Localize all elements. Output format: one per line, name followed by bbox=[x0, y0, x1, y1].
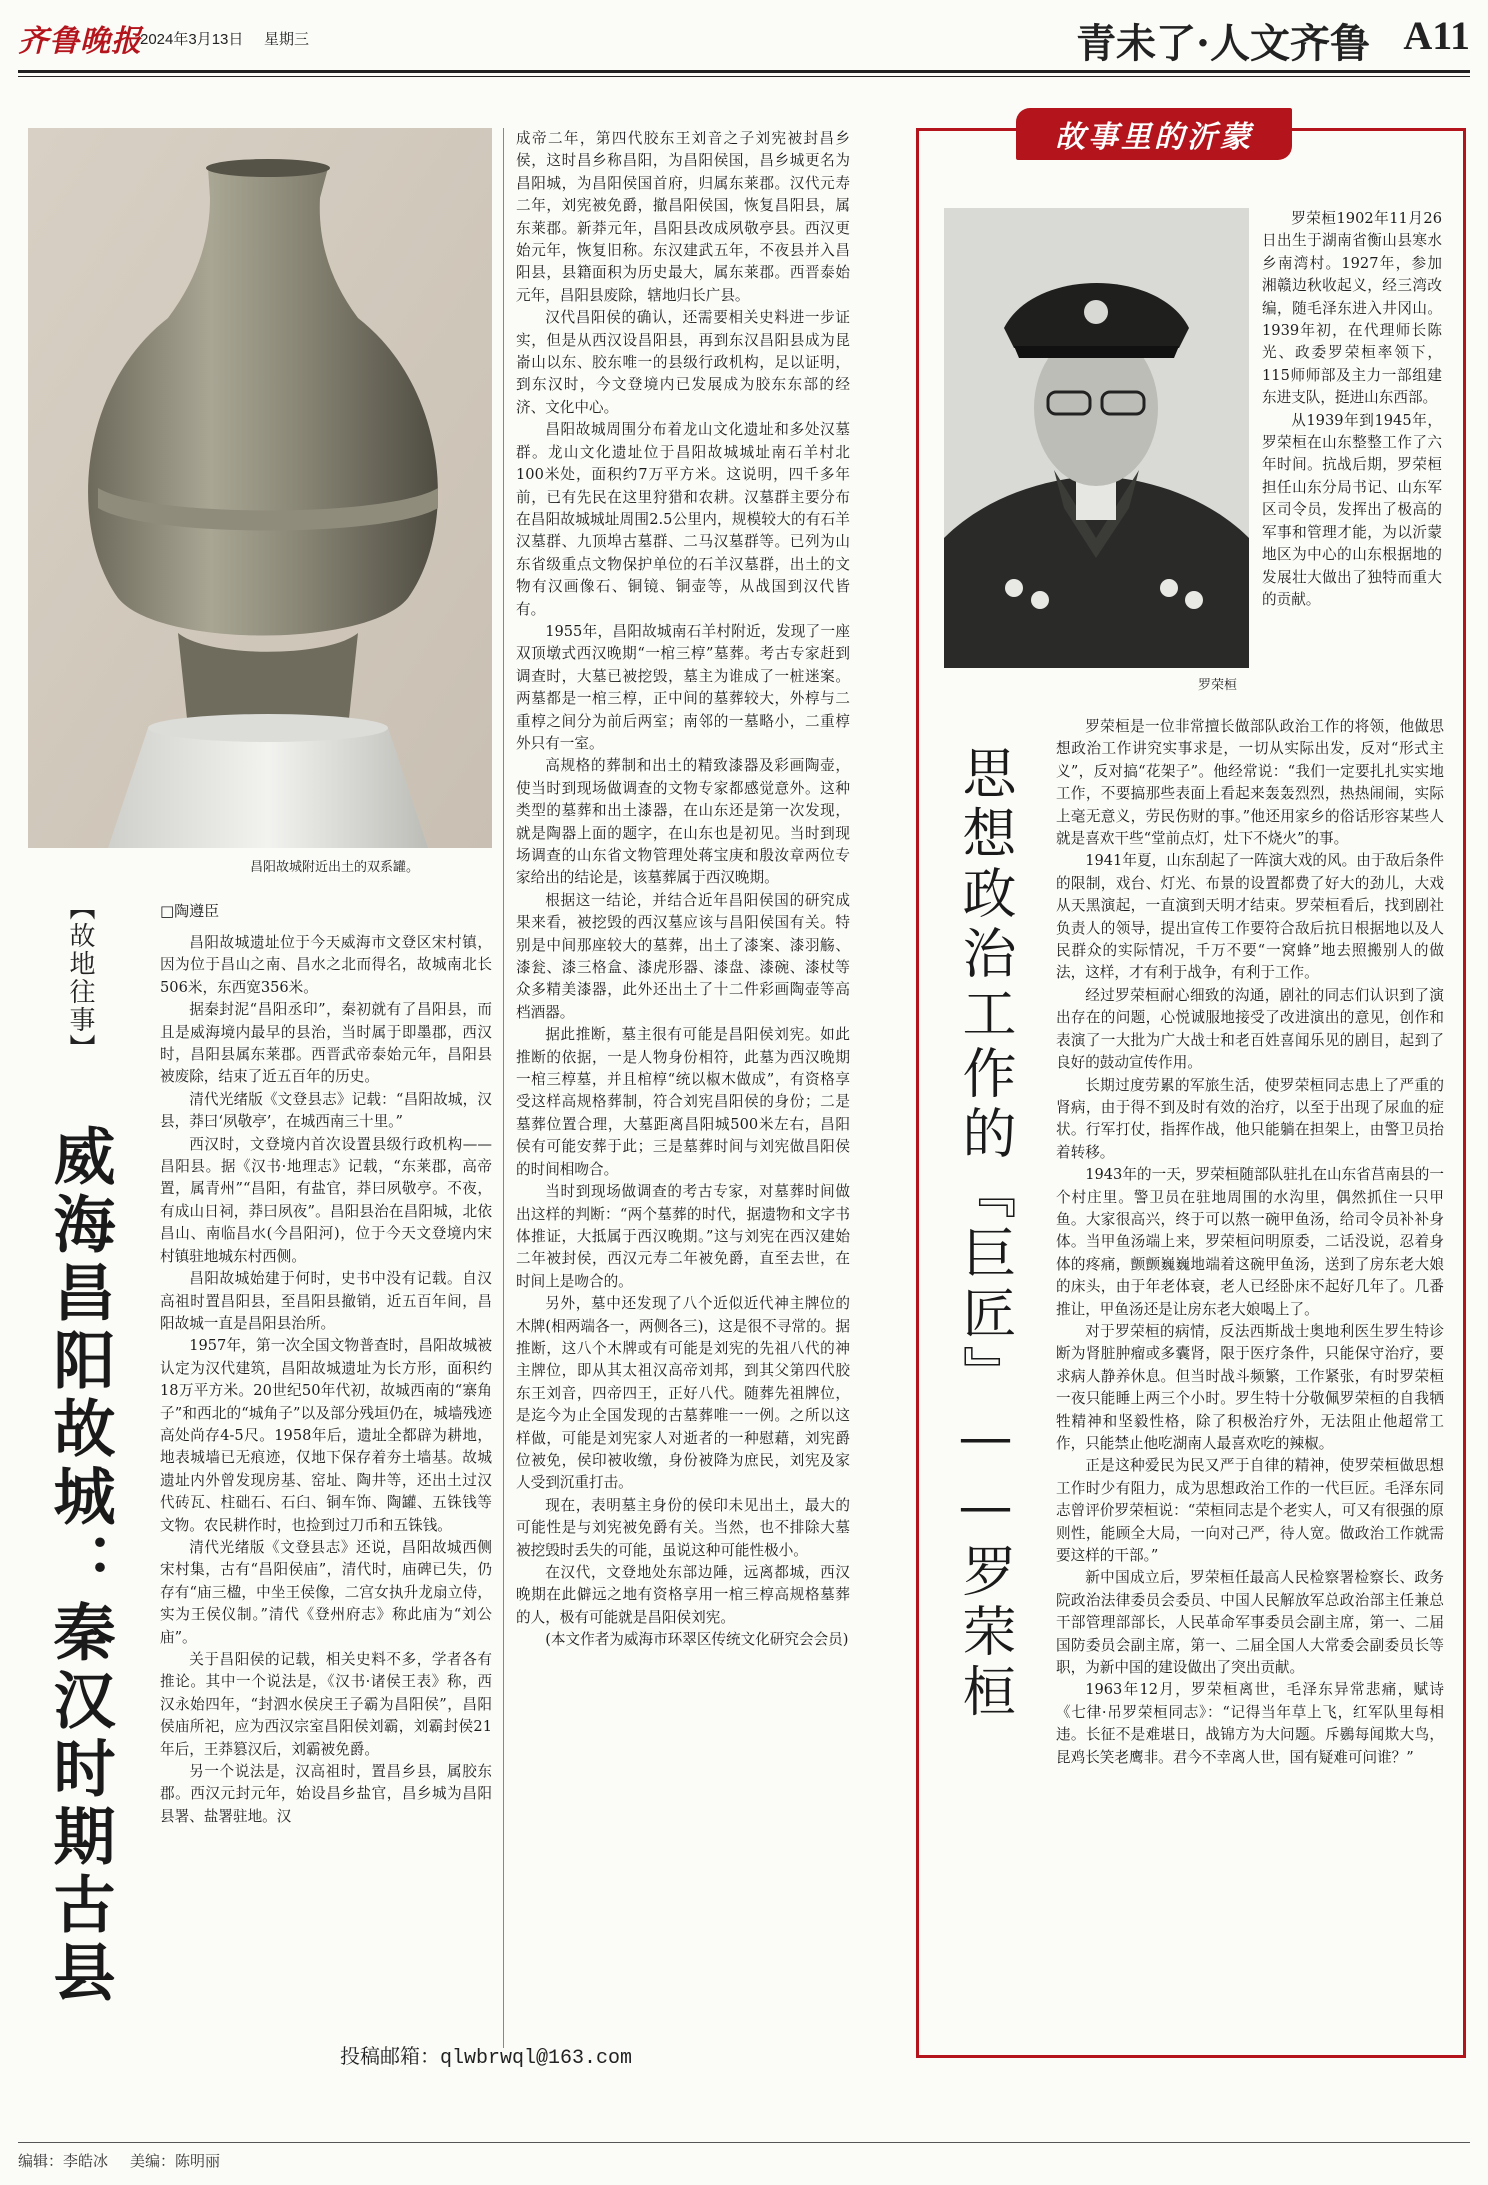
paragraph: 高规格的葬制和出土的精致漆器及彩画陶壶，使当时到现场做调查的文物专家都感觉意外。这种类型的墓葬和出土漆器，在山东还是第一次发现，就是陶器上面的题字，在山东也是初见。当时到现场调查的山东省文物管理处蒋宝庚和殷汝章两位专家给出的结论是，该墓葬属于西汉晚期。 bbox=[516, 757, 850, 887]
byline: □陶遵臣 bbox=[160, 902, 220, 920]
paragraph: 现在，表明墓主身份的侯印未见出土，最大的可能性是与刘宪被免爵有关。当然，也不排除大墓被挖毁时丢失的可能，虽说这种可能性极小。 bbox=[516, 1496, 850, 1559]
column-divider bbox=[503, 128, 504, 2048]
paragraph: 昌阳故城周围分布着龙山文化遗址和多处汉墓群。龙山文化遗址位于昌阳故城城址南石羊村北100米处，面积约7万平方米。这说明，四千多年前，已有先民在这里狩猎和农耕。汉墓群主要分布在昌阳故城城址周围2.5公里内，规模较大的有石羊汉墓群、九顶埠古墓群、二马汉墓群等。已列为山东省级重点文物保护单位的石羊汉墓群，出土的文物有汉画像石、铜镜、铜壶等，从战国到汉代皆有。 bbox=[516, 421, 850, 618]
paragraph: 汉代昌阳侯的确认，还需要相关史料进一步证实，但是从西汉设昌阳县，再到东汉昌阳县成为昆嵛山以东、胶东唯一的县级行政机构，足以证明，到东汉时，今文登境内已发展成为胶东东部的经济、文化中心。 bbox=[516, 309, 850, 416]
paragraph: 根据这一结论，并结合近年昌阳侯国的研究成果来看，被挖毁的西汉墓应该与昌阳侯国有关。特别是中间那座较大的墓葬，出土了漆案、漆羽觞、漆瓮、漆三格盒、漆虎形器、漆盘、漆碗、漆杖等众多精美漆器，此外还出土了十二件彩画陶壶等高档酒器。 bbox=[516, 891, 850, 1021]
paragraph: 罗荣桓是一位非常擅长做部队政治工作的将领，他做思想政治工作讲究实事求是，一切从实际出发，反对“形式主义”，反对搞“花架子”。他经常说：“我们一定要扎扎实实地工作，不要搞那些表面上看起来轰轰烈烈，热热闹闹，实际上毫无意义，劳民伤财的事。”他还用家乡的俗话形容某些人就是喜欢干些“堂前点灯，灶下不烧火”的事。 bbox=[1056, 718, 1444, 848]
paragraph: 据此推断，墓主很有可能是昌阳侯刘宪。如此推断的依据，一是人物身份相符，此墓为西汉晚期一棺三椁墓，并且棺椁“统以椒木做成”，有资格享受这样高规格葬制，符合刘宪昌阳侯的身份；二是墓葬位置合理，大墓距离昌阳城500米左右，昌阳侯有可能安葬于此；三是墓葬时间与刘宪做昌阳侯的时间相吻合。 bbox=[516, 1026, 850, 1178]
article-column-1 bbox=[160, 932, 492, 1828]
paragraph: 1943年的一天，罗荣桓随部队驻扎在山东省莒南县的一个村庄里。警卫员在驻地周围的水沟里，偶然抓住一只甲鱼。大家很高兴，终于可以熬一碗甲鱼汤，给司令员补补身体。当甲鱼汤端上来，罗荣桓问明原委，二话没说，忍着身体的疼痛，颤颤巍巍地端着这碗甲鱼汤，送到了房东老大娘的床头，由于年老体衰，老人已经卧床不起好几年了。几番推让，甲鱼汤还是让房东老大娘喝上了。 bbox=[1056, 1166, 1444, 1318]
paragraph: 另一个说法是，汉高祖时，置昌乡县，属胶东郡。西汉元封元年，始设昌乡盐官，昌乡城为昌阳县署、盐署驻地。汉 bbox=[160, 1763, 492, 1825]
editor-credit: 编辑：李皓冰 bbox=[18, 2153, 109, 2170]
paragraph: 正是这种爱民为民又严于自律的精神，使罗荣桓做思想工作时少有阻力，成为思想政治工作的一代巨匠。毛泽东同志曾评价罗荣桓说：“荣桓同志是个老实人，可又有很强的原则性，能顾全大局，一向对己严，待人宽。做政治工作就需要这样的干部。” bbox=[1056, 1457, 1444, 1565]
footer-rule bbox=[18, 2142, 1470, 2143]
paragraph: 当时到现场做调查的考古专家，对墓葬时间做出这样的判断：“两个墓葬的时代，据遗物和文字书体推证，大抵属于西汉晚期。”这与刘宪在西汉建始二年被封侯，西汉元寿二年被免爵，直至去世，在时间上是吻合的。 bbox=[516, 1183, 850, 1290]
portrait-photo bbox=[944, 208, 1249, 668]
paragraph: 清代光绪版《文登县志》还说，昌阳故城西侧宋村集，古有“昌阳侯庙”，清代时，庙碑已失，仍存有“庙三楹，中坐王侯像，二宫女执升龙扇立侍，实为王侯仪制。”清代《登州府志》称此庙为“刘公庙”。 bbox=[160, 1538, 492, 1646]
article-column-2 bbox=[516, 128, 850, 1652]
column-label: 【故地往事】 bbox=[65, 894, 95, 1062]
paragraph: 在汉代，文登地处东部边陲，远离都城，西汉晚期在此僻远之地有资格享用一棺三椁高规格墓葬的人，极有可能就是昌阳侯刘宪。 bbox=[516, 1564, 850, 1626]
paragraph: 昌阳故城始建于何时，史书中没有记载。自汉高祖时置昌阳县，至昌阳县撤销，近五百年间，昌阳故城一直是昌阳县治所。 bbox=[160, 1270, 492, 1332]
paragraph: 西汉时，文登境内首次设置县级行政机构——昌阳县。据《汉书·地理志》记载，“东莱郡，高帝置，属青州”“昌阳，有盐官，莽曰夙敬亭。不夜，有成山日祠，莽曰夙夜”。昌阳县治在昌阳城，北依昌山、南临昌水(今昌阳河)，位于今天文登境内宋村镇驻地城东村西侧。 bbox=[160, 1135, 492, 1265]
header-rule-thin bbox=[18, 76, 1470, 77]
paragraph: 关于昌阳侯的记载，相关史料不多，学者各有推论。其中一个说法是，《汉书·诸侯王表》称，西汉永始四年，“封泗水侯戾王子霸为昌阳侯”，昌阳侯庙所祀，应为西汉宗室昌阳侯刘霸，刘霸封侯21年后，王莽篡汉后，刘霸被免爵。 bbox=[160, 1651, 492, 1758]
author-note: (本文作者为威海市环翠区传统文化研究会会员) bbox=[545, 1631, 849, 1649]
paragraph: 1941年夏，山东刮起了一阵演大戏的风。由于敌后条件的限制，戏台、灯光、布景的设置都费了好大的劲儿，大戏从天黑演起，一直演到天明才结束。罗荣桓看后，找到剧社负责人的领导，提出宣传工作要符合敌后抗日根据地以及人民群众的实际情况，千万不要“一窝蜂”地去照搬别人的做法，这样，才有利于战争，有利于工作。 bbox=[1056, 852, 1444, 982]
article-title: 威海昌阳故城：秦汉时期古县 bbox=[43, 1124, 116, 2008]
issue-weekday: 星期三 bbox=[264, 31, 310, 48]
paragraph: 清代光绪版《文登县志》记载：“昌阳故城，汉县，莽曰‘夙敬亭’，在城西南三十里。” bbox=[160, 1090, 492, 1131]
photo-caption: 昌阳故城附近出土的双系罐。 bbox=[250, 859, 420, 874]
paragraph: 经过罗荣桓耐心细致的沟通，剧社的同志们认识到了演出存在的问题，心悦诚服地接受了改进演出的意见，创作和表演了一大批为广大战士和老百姓喜闻乐见的剧目，起到了良好的鼓动宣传作用。 bbox=[1056, 986, 1444, 1072]
header-rule bbox=[18, 70, 1470, 73]
paragraph: 罗荣桓1902年11月26日出生于湖南省衡山县寒水乡南湾村。1927年，参加湘赣边秋收起义，经三湾改编，随毛泽东进入井冈山。1939年初，在代理师长陈光、政委罗荣桓率领下，115师师部及主力一部组建东进支队，挺进山东西部。 bbox=[1262, 210, 1442, 407]
paragraph: 1955年，昌阳故城南石羊村附近，发现了一座双顶墩式西汉晚期“一棺三椁”墓葬。考古专家赶到调查时，大墓已被挖毁，墓主为谁成了一桩迷案。两墓都是一棺三椁，正中间的墓葬较大，外椁与二重椁之间分为前后两室；南邻的一墓略小，二重椁外只有一室。 bbox=[516, 622, 850, 752]
issue-date: 2024年3月13日 bbox=[140, 31, 244, 48]
column-banner-label: 故事里的沂蒙 bbox=[1055, 120, 1253, 155]
paragraph: 新中国成立后，罗荣桓任最高人民检察署检察长、政务院政治法律委员会委员、中国人民解放军总政治部主任兼总干部管理部部长，人民革命军事委员会副主席，第一、二届国防委员会副主席，第一、二届全国人大常委会副委员长等职，为新中国的建设做出了突出贡献。 bbox=[1056, 1569, 1444, 1677]
paragraph: 1957年，第一次全国文物普查时，昌阳故城被认定为汉代建筑，昌阳故城遗址为长方形，面积约18万平方米。20世纪50年代初，故城西南的“寨角子”和西北的“城角子”以及部分残垣仍在，城墙残迹高处尚存4-5尺。1958年后，遗址全都辟为耕地，地表城墙已无痕迹，仅地下保存着夯土墙基。故城遗址内外曾发现房基、窑址、陶井等，还出土过汉代砖瓦、柱础石、石臼、铜车饰、陶罐、五铢钱等文物。农民耕作时，也捡到过刀币和五铢钱。 bbox=[160, 1337, 492, 1534]
paragraph: 1963年12月，罗荣桓离世，毛泽东异常悲痛，赋诗《七律·吊罗荣桓同志》：“记得当年草上飞，红军队里每相违。长征不是难堪日，战锦方为大问题。斥鷃每闻欺大鸟，昆鸡长笑老鹰非。君今不幸离人世，国有疑难可问谁？” bbox=[1056, 1681, 1444, 1766]
paragraph: 对于罗荣桓的病情，反法西斯战士奥地利医生罗生特诊断为肾脏肿瘤或多囊肾，限于医疗条件，只能保守治疗，要求病人静养休息。但当时战斗频繁，工作紧张，有时罗荣桓一夜只能睡上两三个小时。罗生特十分敬佩罗荣桓的自我牺牲精神和坚毅性格，除了积极治疗外，无法阻止他超常工作，只能禁止他吃湖南人最喜欢吃的辣椒。 bbox=[1056, 1322, 1444, 1452]
portrait-caption: 罗荣桓 bbox=[1198, 677, 1238, 692]
vase-photo bbox=[28, 128, 492, 848]
feature-body bbox=[1056, 716, 1444, 1769]
section-title: 青未了·人文齐鲁 bbox=[1076, 20, 1370, 67]
paragraph: 长期过度劳累的军旅生活，使罗荣桓同志患上了严重的肾病，由于得不到及时有效的治疗，以至于出现了尿血的症状。行军打仗，指挥作战，他只能躺在担架上，由警卫员抬着转移。 bbox=[1056, 1076, 1444, 1161]
masthead-logo: 齐鲁晚报 bbox=[18, 24, 142, 59]
bio-intro bbox=[1262, 208, 1442, 611]
submission-address[interactable]: qlwbrwql@163.com bbox=[440, 2047, 633, 2070]
submission-label: 投稿邮箱： bbox=[340, 2044, 440, 2068]
submission-email bbox=[340, 2040, 632, 2070]
paragraph: 昌阳故城遗址位于今天威海市文登区宋村镇，因为位于昌山之南、昌水之北而得名，故城南北长506米，东西宽356米。 bbox=[160, 934, 492, 996]
paragraph: 据秦封泥“昌阳丞印”，秦初就有了昌阳县，而且是威海境内最早的县治，当时属于即墨郡，西汉时，昌阳县属东莱郡。西晋武帝泰始元年，昌阳县被废除，结束了近五百年的历史。 bbox=[160, 1001, 492, 1086]
feature-title: 思想政治工作的『巨匠』——罗荣桓 bbox=[954, 745, 1017, 1723]
paragraph: 从1939年到1945年，罗荣桓在山东整整工作了六年时间。抗战后期，罗荣桓担任山东分局书记、山东军区司令员，发挥出了极高的军事和管理才能，为以沂蒙地区为中心的山东根据地的发展壮大做出了独特而重大的贡献。 bbox=[1262, 411, 1442, 608]
paragraph: 成帝二年，第四代胶东王刘音之子刘宪被封昌乡侯，这时昌乡称昌阳，为昌阳侯国，昌乡城更名为昌阳城，为昌阳侯国首府，归属东莱郡。汉代元寿二年，刘宪被免爵，撤昌阳侯国，恢复昌阳县，属东莱郡。新莽元年，昌阳县改成夙敬亭县。西汉更始元年，恢复旧称。东汉建武五年，不夜县并入昌阳县，县籍面积为历史最大，属东莱郡。西晋泰始元年，昌阳县废除，辖地归长广县。 bbox=[516, 130, 850, 304]
paragraph: 另外，墓中还发现了八个近似近代神主牌位的木牌(相两端各一，两侧各三)，这是很不寻常的。据推断，这八个木牌或有可能是刘宪的先祖八代的神主牌位，即从其太祖汉高帝刘邦，到其父第四代胶东王刘音，四帝四王，正好八代。随葬先祖牌位，是迄今为止全国发现的古墓葬唯一一例。之所以这样做，可能是刘宪家人对逝者的一种慰藉，刘宪爵位被免，侯印被收缴，身份被降为庶民，刘宪及家人受到沉重打击。 bbox=[516, 1295, 850, 1492]
page-number: A11 bbox=[1403, 13, 1470, 58]
designer-credit: 美编：陈明丽 bbox=[130, 2153, 221, 2170]
